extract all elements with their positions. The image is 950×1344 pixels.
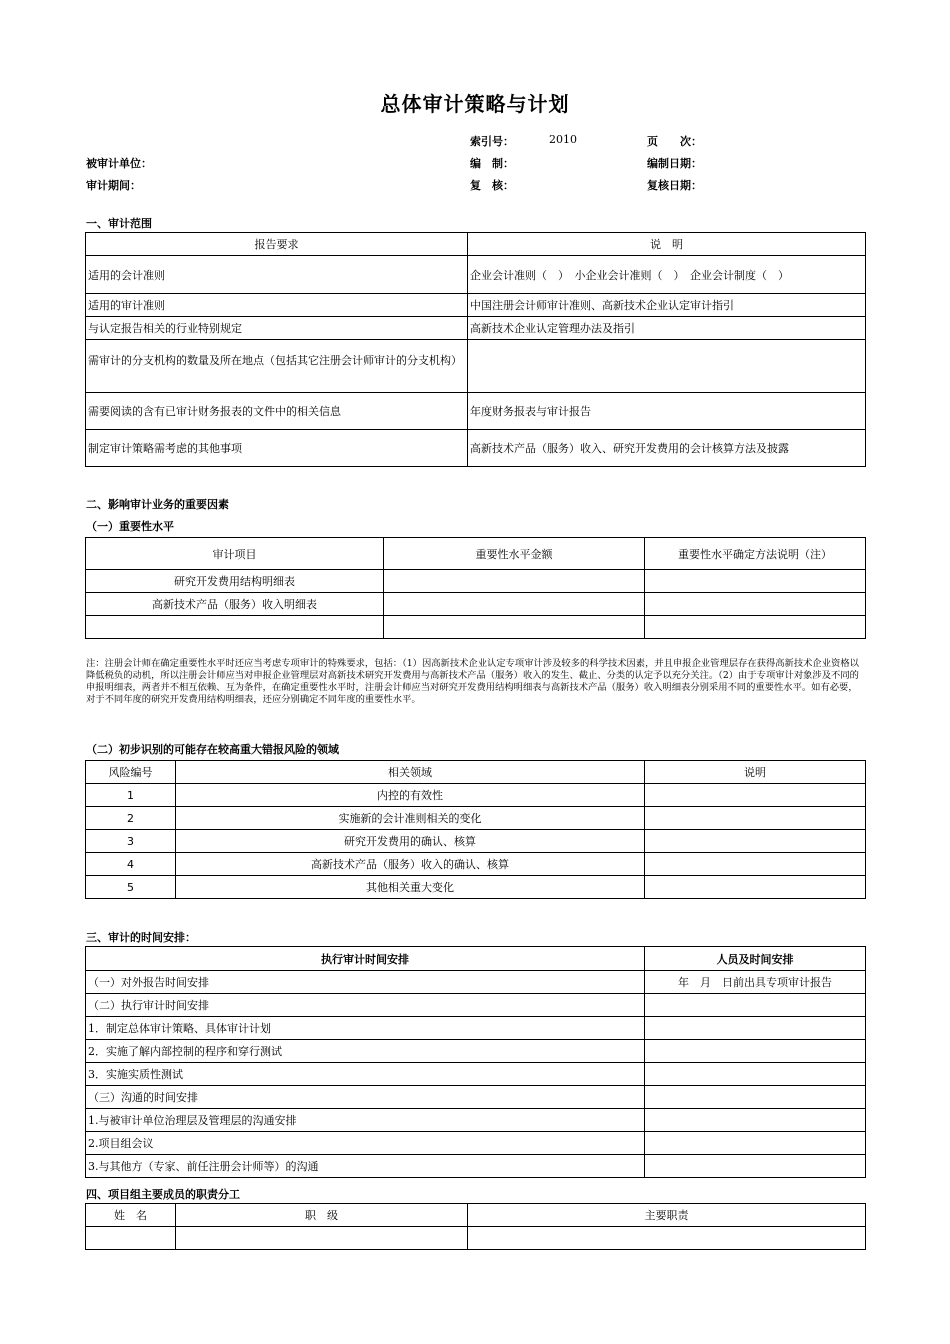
materiality-note: 注：注册会计师在确定重要性水平时还应当考虑专项审计的特殊要求，包括：（1）因高新技术企业认定专项审计涉及较多的科学技术因素，并且申报企业管理层存在获得高新技术企业资格以降低税负的动机，所以注册会计师应当对申报企业管理层对高新技术研究开发费用与高新技术产品（服务）收入的发生、截止、分类的认定予以充分关注。（2）由于专项审计对象涉及不同的申报明细表，两者并不相互依赖、互为条件，在确定重要性水平时，注册会计师应当对研究开发费用结构明细表与高新技术产品（服务）收入明细表分别采用不同的重要性水平。如有必要，对于不同年度的研究开发费用结构明细表，还应分别确定不同年度的重要性水平。	[86, 658, 859, 705]
risk-area: 内控的有效性	[176, 784, 645, 807]
table-row	[86, 430, 866, 467]
mat-amount[interactable]	[384, 616, 645, 639]
risk-area: 研究开发费用的确认、核算	[176, 830, 645, 853]
page-title: 总体审计策略与计划	[380, 92, 570, 116]
section2-title: 二、影响审计业务的重要因素	[86, 498, 229, 511]
scope-desc: 高新技术产品（服务）收入、研究开发费用的会计核算方法及披露	[468, 430, 866, 467]
team-table	[85, 1203, 866, 1250]
risk-note[interactable]	[645, 830, 866, 853]
risk-number: 2	[86, 807, 176, 830]
risk-note[interactable]	[645, 807, 866, 830]
team-col-header: 主要职责	[468, 1204, 866, 1227]
scope-req: 适用的会计准则	[86, 256, 468, 294]
client-label: 被审计单位：	[86, 157, 152, 170]
mat-amount[interactable]	[384, 570, 645, 593]
scope-desc	[468, 340, 866, 393]
schedule-item: 3.与其他方（专家、前任注册会计师等）的沟通	[86, 1155, 645, 1178]
table-row	[86, 1017, 866, 1040]
mat-method[interactable]	[645, 593, 866, 616]
schedule-item: 1．制定总体审计策略、具体审计计划	[86, 1017, 645, 1040]
section4-title: 四、项目组主要成员的职责分工	[86, 1188, 240, 1201]
schedule-arrangement[interactable]	[645, 1132, 866, 1155]
mat-col-header: 审计项目	[86, 538, 384, 570]
materiality-table	[85, 537, 866, 639]
prepared-label: 编 制：	[470, 157, 514, 170]
table-row	[86, 616, 866, 639]
schedule-arrangement[interactable]	[645, 1063, 866, 1086]
table-row	[86, 853, 866, 876]
table-row	[86, 1063, 866, 1086]
risk-number: 5	[86, 876, 176, 899]
mat-col-header: 重要性水平确定方法说明（注）	[645, 538, 866, 570]
index-label: 索引号：	[470, 135, 514, 148]
scope-req: 需审计的分支机构的数量及所在地点（包括其它注册会计师审计的分支机构）	[86, 340, 468, 393]
risk-number: 1	[86, 784, 176, 807]
mat-col-header: 重要性水平金额	[384, 538, 645, 570]
team-col-header: 职 级	[176, 1204, 468, 1227]
index-value: 2010	[549, 133, 577, 146]
table-row	[86, 256, 866, 294]
schedule-item: 1.与被审计单位治理层及管理层的沟通安排	[86, 1109, 645, 1132]
prepared-date-label: 编制日期：	[647, 157, 702, 170]
table-row	[86, 1132, 866, 1155]
table-row	[86, 1086, 866, 1109]
team-duty[interactable]	[468, 1227, 866, 1250]
reviewed-date-label: 复核日期：	[647, 179, 702, 192]
scope-col-header: 说 明	[468, 233, 866, 256]
team-rank[interactable]	[176, 1227, 468, 1250]
schedule-arrangement[interactable]	[645, 1086, 866, 1109]
schedule-item: （二）执行审计时间安排	[86, 994, 645, 1017]
table-row	[86, 593, 866, 616]
table-row	[86, 1040, 866, 1063]
table-row	[86, 317, 866, 340]
table-row	[86, 1227, 866, 1250]
risk-area: 其他相关重大变化	[176, 876, 645, 899]
table-row	[86, 971, 866, 994]
table-row	[86, 994, 866, 1017]
schedule-arrangement[interactable]	[645, 1040, 866, 1063]
schedule-item: （三）沟通的时间安排	[86, 1086, 645, 1109]
table-row	[86, 807, 866, 830]
risk-col-header: 说明	[645, 761, 866, 784]
mat-item: 高新技术产品（服务）收入明细表	[86, 593, 384, 616]
schedule-item: 2.项目组会议	[86, 1132, 645, 1155]
risk-note[interactable]	[645, 876, 866, 899]
risk-title: （二）初步识别的可能存在较高重大错报风险的领域	[86, 743, 339, 756]
risk-col-header: 风险编号	[86, 761, 176, 784]
table-row	[86, 570, 866, 593]
mat-item	[86, 616, 384, 639]
table-row	[86, 340, 866, 393]
scope-desc: 中国注册会计师审计准则、高新技术企业认定审计指引	[468, 294, 866, 317]
schedule-col-header: 人员及时间安排	[645, 947, 866, 971]
schedule-arrangement[interactable]: 年 月 日前出具专项审计报告	[645, 971, 866, 994]
mat-item: 研究开发费用结构明细表	[86, 570, 384, 593]
risk-number: 3	[86, 830, 176, 853]
table-row	[86, 876, 866, 899]
schedule-item: （一）对外报告时间安排	[86, 971, 645, 994]
risk-area: 实施新的会计准则相关的变化	[176, 807, 645, 830]
table-row	[86, 1109, 866, 1132]
mat-method[interactable]	[645, 570, 866, 593]
scope-desc: 高新技术企业认定管理办法及指引	[468, 317, 866, 340]
schedule-item: 2．实施了解内部控制的程序和穿行测试	[86, 1040, 645, 1063]
team-name[interactable]	[86, 1227, 176, 1250]
scope-req: 制定审计策略需考虑的其他事项	[86, 430, 468, 467]
scope-req: 需要阅读的含有已审计财务报表的文件中的相关信息	[86, 393, 468, 430]
table-row	[86, 1155, 866, 1178]
materiality-title: （一）重要性水平	[86, 520, 174, 533]
table-row	[86, 294, 866, 317]
schedule-arrangement[interactable]	[645, 1109, 866, 1132]
risk-area: 高新技术产品（服务）收入的确认、核算	[176, 853, 645, 876]
scope-req: 适用的审计准则	[86, 294, 468, 317]
scope-req: 与认定报告相关的行业特别规定	[86, 317, 468, 340]
risk-note[interactable]	[645, 853, 866, 876]
section3-title: 三、审计的时间安排：	[86, 931, 196, 944]
table-row	[86, 393, 866, 430]
section1-title: 一、审计范围	[86, 217, 152, 230]
audit-scope-table	[85, 232, 866, 467]
risk-note[interactable]	[645, 784, 866, 807]
schedule-col-header: 执行审计时间安排	[86, 947, 645, 971]
scope-col-header: 报告要求	[86, 233, 468, 256]
risk-table	[85, 760, 866, 899]
schedule-arrangement[interactable]	[645, 1155, 866, 1178]
table-row	[86, 830, 866, 853]
page-label: 页 次：	[647, 135, 702, 148]
mat-amount[interactable]	[384, 593, 645, 616]
team-col-header: 姓 名	[86, 1204, 176, 1227]
period-label: 审计期间：	[86, 179, 141, 192]
risk-col-header: 相关领域	[176, 761, 645, 784]
schedule-arrangement[interactable]	[645, 1017, 866, 1040]
risk-number: 4	[86, 853, 176, 876]
schedule-item: 3．实施实质性测试	[86, 1063, 645, 1086]
schedule-table	[85, 946, 866, 1178]
schedule-arrangement[interactable]	[645, 994, 866, 1017]
reviewed-label: 复 核：	[470, 179, 514, 192]
scope-desc: 年度财务报表与审计报告	[468, 393, 866, 430]
table-row	[86, 784, 866, 807]
scope-desc: 企业会计准则（ ） 小企业会计准则（ ） 企业会计制度（ ）	[468, 256, 866, 294]
mat-method[interactable]	[645, 616, 866, 639]
